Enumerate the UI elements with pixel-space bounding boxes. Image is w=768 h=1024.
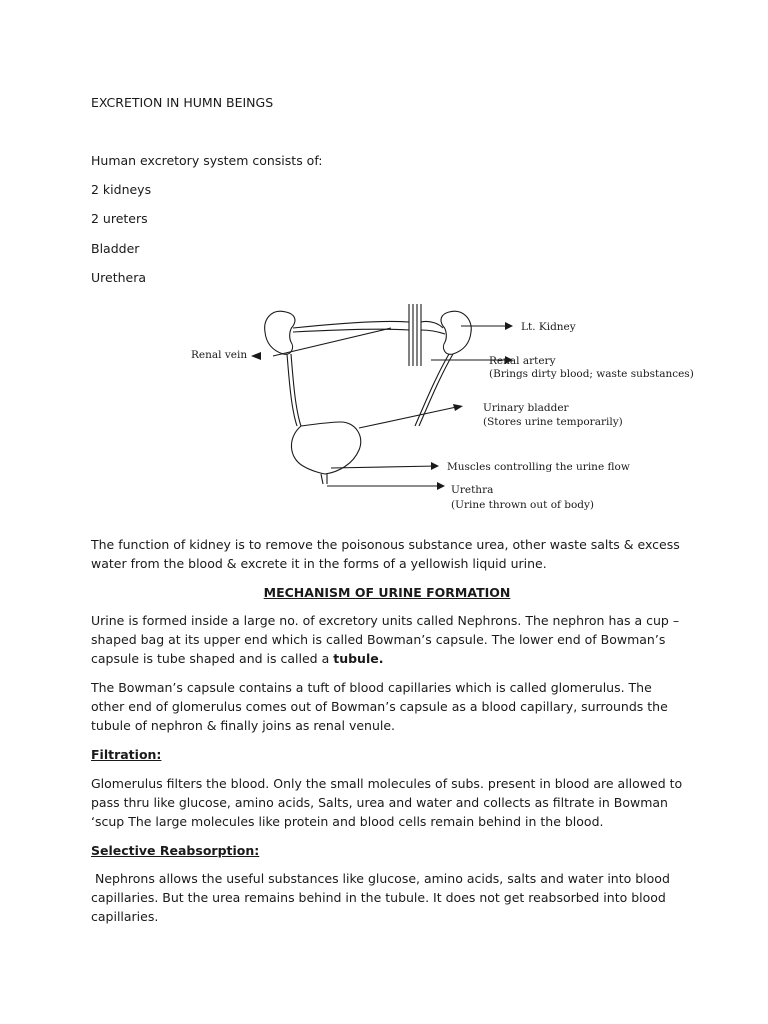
list-item: 2 ureters [91,211,148,226]
list-item: Bladder [91,241,140,256]
diagram-label-renal-vein: Renal vein [191,349,248,361]
diagram-label: (Brings dirty blood; waste substances) [489,368,694,380]
tubule-term: tubule. [333,651,384,666]
filtration-heading-text: Filtration: [91,747,162,762]
excretory-system-diagram [191,298,694,518]
reabsorption-heading-text: Selective Reabsorption: [91,843,260,858]
bladder-shape [291,422,360,474]
intro-line: Human excretory system consists of: [91,153,323,168]
diagram-label: Urinary bladder [483,402,569,414]
left-kidney-shape [441,311,471,354]
right-kidney-shape [265,311,295,354]
list-item: 2 kidneys [91,182,152,197]
capsule-paragraph: The Bowman’s capsule contains a tuft of blood capillaries which is called glomerulus. The other end of glomerulus comes out of Bowman’s capsule as a blood capillary, surrounds the tubule of nephron & finally joins as renal venule. [91,680,668,733]
nephron-paragraph-text: Urine is formed inside a large no. of excretory units called Nephrons. The nephron has a cup –shaped bag at its upper end which is called Bowman’s capsule. The lower end of Bowman’s capsule is tube shaped and is called a [91,613,680,666]
function-paragraph: The function of kidney is to remove the poisonous substance urea, other waste salts & excess water from the blood & excrete it in the forms of a yellowish liquid urine. [91,537,680,571]
filtration-heading [91,745,161,764]
list-item: Urethera [91,270,147,285]
document-title: EXCRETION IN HUMN BEINGS [91,95,274,110]
filtration-paragraph: Glomerulus filters the blood. Only the small molecules of subs. present in blood are allowed to pass thru like glucose, amino acids, Salts, urea and water and collects as filtrate in Bowman ‘scup The large molecules like protein and blood cells remain behind in the blood. [91,776,683,829]
reabsorption-heading [91,841,259,860]
diagram-label: (Stores urine temporarily) [483,416,623,428]
diagram-label: Muscles controlling the urine flow [447,461,630,473]
nephron-paragraph [91,611,683,668]
diagram-label: Renal artery [489,355,556,367]
mechanism-heading [91,583,683,602]
diagram-label: (Urine thrown out of body) [451,499,595,511]
mechanism-heading-text: MECHANISM OF URINE FORMATION [263,585,511,600]
reabsorption-paragraph: Nephrons allows the useful substances like glucose, amino acids, salts and water into blood capillaries. But the urea remains behind in the tubule. It does not get reabsorbed into blood capillaries. [91,871,674,924]
diagram-label: Urethra [451,484,494,496]
diagram-label: Lt. Kidney [521,321,576,333]
